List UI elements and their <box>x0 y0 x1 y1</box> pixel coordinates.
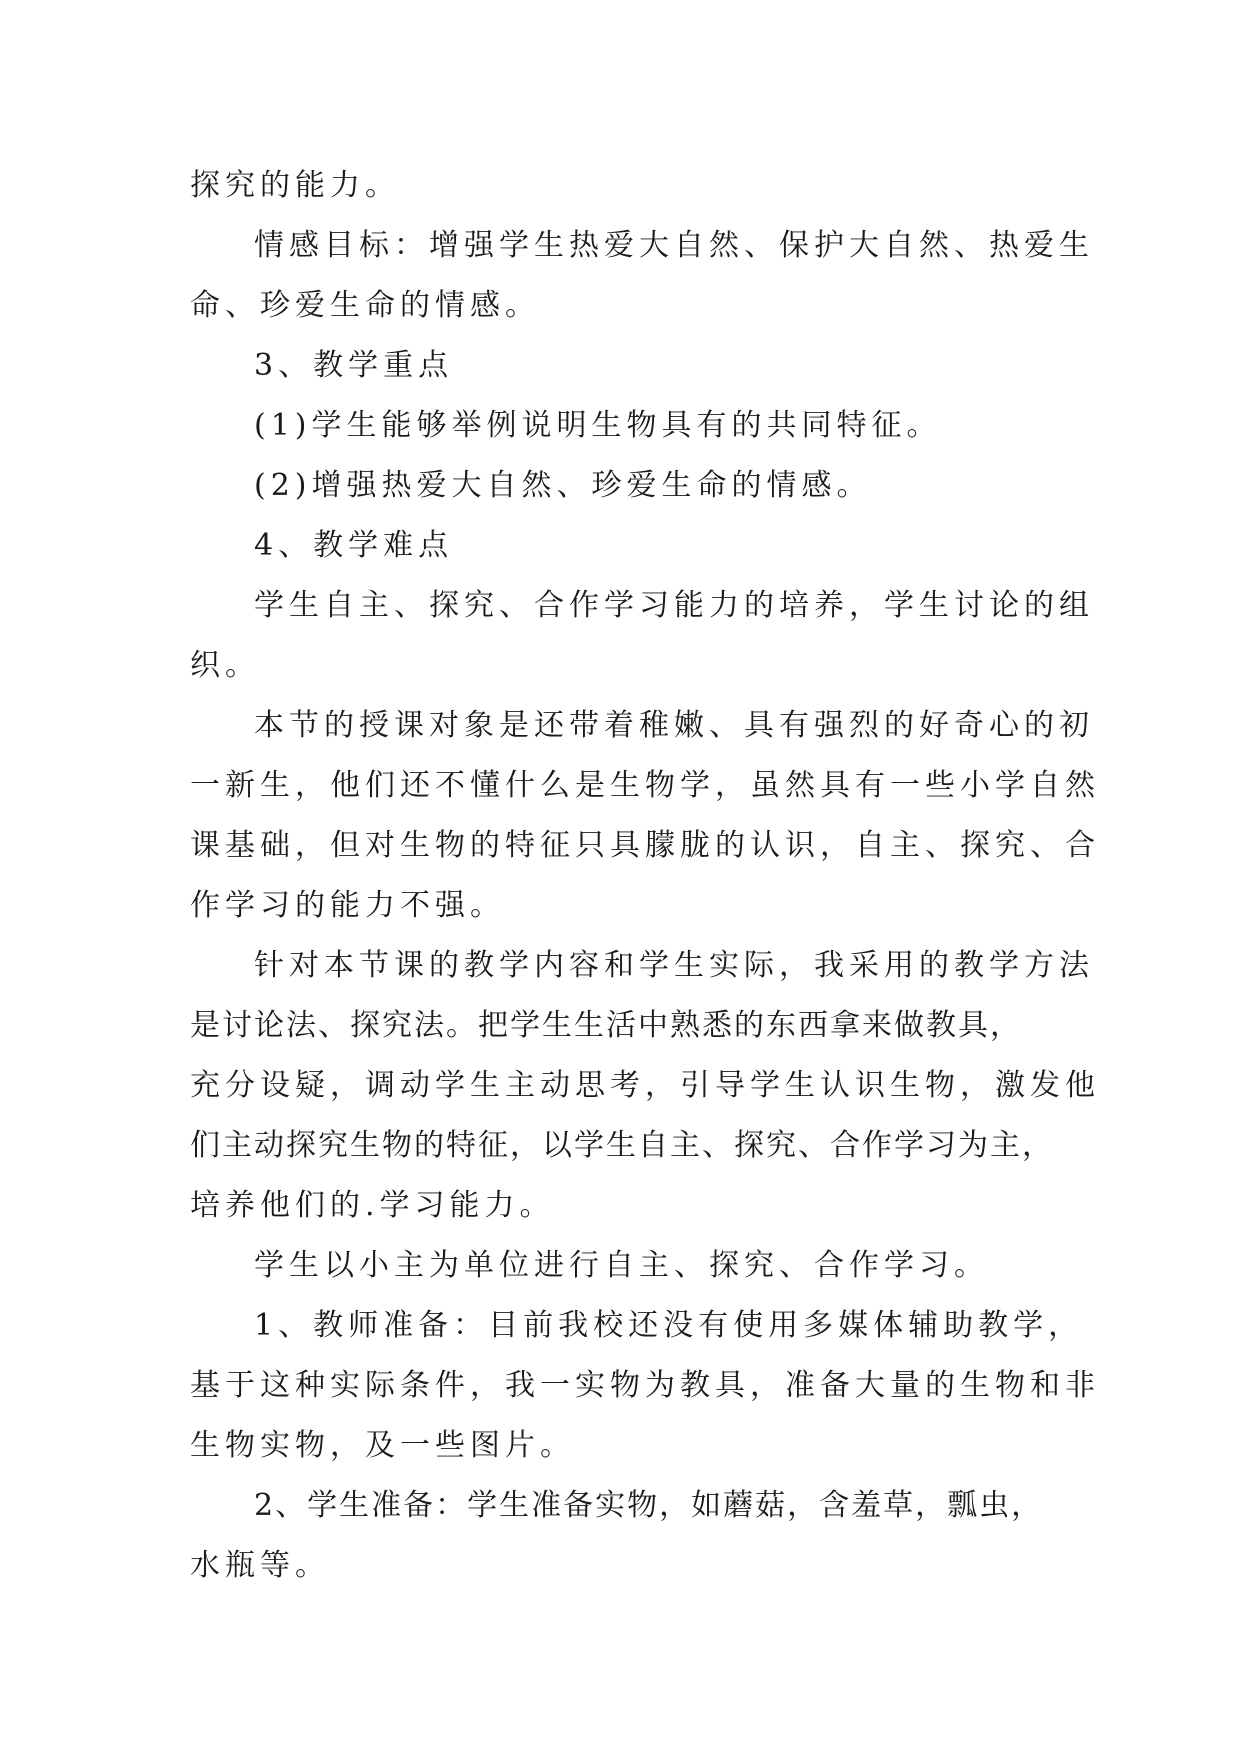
text-line: 充分设疑，调动学生主动思考，引导学生认识生物，激发他 <box>190 1068 1100 1103</box>
text-line: 针对本节课的教学内容和学生实际，我采用的教学方法 <box>254 948 1094 983</box>
list-item: (1)学生能够举例说明生物具有的共同特征。 <box>254 408 942 443</box>
text-line: 课基础，但对生物的特征只具朦胧的认识，自主、探究、合 <box>190 828 1100 863</box>
text-line: 生物实物，及一些图片。 <box>190 1428 575 1463</box>
text-line: 2、学生准备：学生准备实物，如蘑菇，含羞草，瓢虫， <box>254 1488 1044 1523</box>
text-line: 本节的授课对象是还带着稚嫩、具有强烈的好奇心的初 <box>254 708 1094 743</box>
document-page <box>190 156 1100 1596</box>
text-line: 探究的能力。 <box>190 168 400 203</box>
text-line: 学生自主、探究、合作学习能力的培养，学生讨论的组 <box>254 588 1094 623</box>
text-line: 作学习的能力不强。 <box>190 888 505 923</box>
text-line: 培养他们的.学习能力。 <box>190 1188 555 1223</box>
text-line: 是讨论法、探究法。把学生生活中熟悉的东西拿来做教具， <box>190 1008 1022 1043</box>
text-line: 情感目标：增强学生热爱大自然、保护大自然、热爱生 <box>254 228 1094 263</box>
text-line: 织。 <box>190 648 260 683</box>
text-line: 水瓶等。 <box>190 1548 330 1583</box>
text-line: 1、教师准备：目前我校还没有使用多媒体辅助教学， <box>254 1308 1084 1343</box>
section-heading: 3、教学重点 <box>254 348 454 383</box>
section-heading: 4、教学难点 <box>254 528 454 563</box>
text-line: 一新生，他们还不懂什么是生物学，虽然具有一些小学自然 <box>190 768 1100 803</box>
list-item: (2)增强热爱大自然、珍爱生命的情感。 <box>254 468 872 503</box>
text-line: 命、珍爱生命的情感。 <box>190 288 540 323</box>
text-line: 们主动探究生物的特征，以学生自主、探究、合作学习为主， <box>190 1128 1054 1163</box>
text-line: 学生以小主为单位进行自主、探究、合作学习。 <box>254 1248 989 1283</box>
text-line: 基于这种实际条件，我一实物为教具，准备大量的生物和非 <box>190 1368 1100 1403</box>
